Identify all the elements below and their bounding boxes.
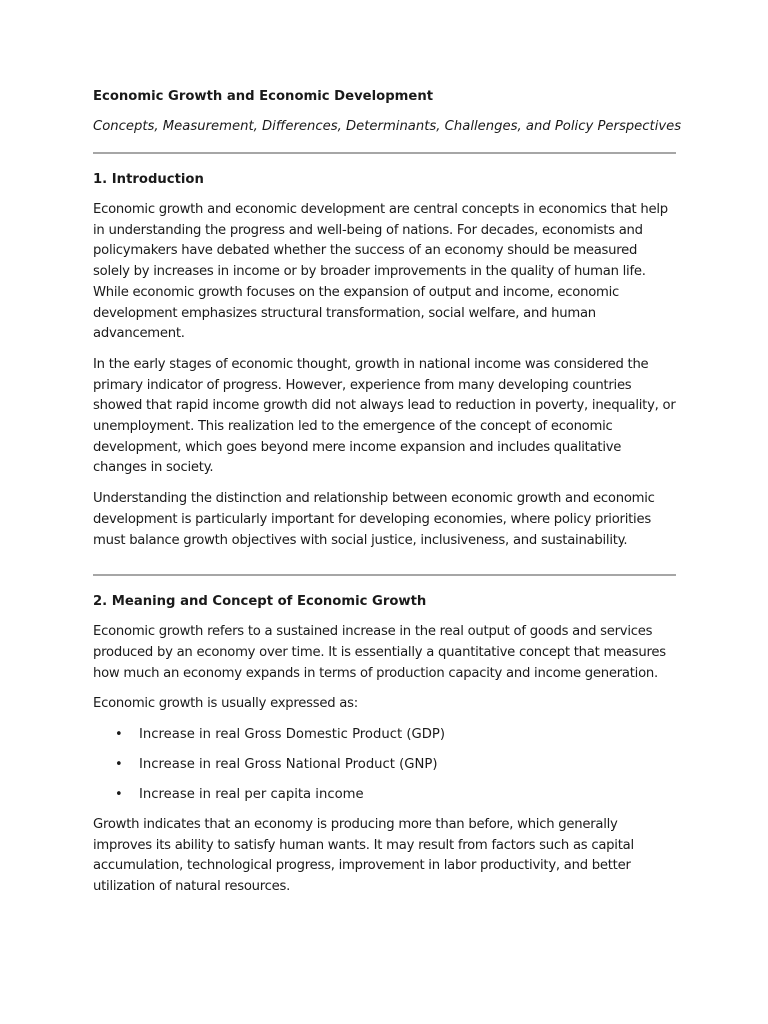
section-divider [93,574,676,576]
paragraph: Economic growth refers to a sustained increase in the real output of goods and services produced by an economy over time. It is essentially a quantitative concept that measures how much an economy expands in terms of production capacity and income generation. [93,624,666,681]
section-divider [93,152,676,154]
document-subtitle: Concepts, Measurement, Differences, Determinants, Challenges, and Policy Perspectives [93,119,682,134]
bullet-icon: • [115,727,123,743]
paragraph: In the early stages of economic thought, growth in national income was considered the primary indicator of progress. However, experience from many developing countries showed that rapid income growth did not always lead to reduction in poverty, inequality, or unemployment. This realization led to the emergence of the concept of economic development, which goes beyond mere income expansion and includes qualitative changes in society. [93,356,676,476]
bullet-icon: • [115,757,123,773]
bullet-icon: • [115,787,123,803]
section-economic-growth [93,592,676,898]
paragraph: Understanding the distinction and relationship between economic growth and economic development is particularly important for developing economies, where policy priorities must balance growth objectives with social justice, inclusiveness, and sustainability. [93,491,655,548]
paragraph: Economic growth is usually expressed as: [93,696,358,712]
list-item-text: Increase in real Gross Domestic Product (GDP) [139,727,445,743]
list-item-text: Increase in real per capita income [139,787,364,803]
document-title: Economic Growth and Economic Development [93,89,434,104]
section-heading: 2. Meaning and Concept of Economic Growth [93,594,427,610]
document-page [93,87,682,898]
paragraph: Growth indicates that an economy is producing more than before, which generally improves its ability to satisfy human wants. It may result from factors such as capital accumulation, technological progress, improvement in labor productivity, and better utilization of natural resources. [93,817,634,895]
section-heading: 1. Introduction [93,172,204,187]
list-item [93,755,676,775]
list-item [93,725,676,745]
paragraph: Economic growth and economic development are central concepts in economics that help in understanding the progress and well-being of nations. For decades, economists and policymakers have debated whether the success of an economy should be measured solely by increases in income or by broader improvements in the quality of human life. While economic growth focuses on the expansion of output and income, economic development emphasizes structural transformation, social welfare, and human advancement. [93,202,668,342]
list-item [93,785,676,805]
list-item-text: Increase in real Gross National Product (GNP) [139,757,438,773]
section-introduction [93,170,676,551]
bullet-list [93,725,676,805]
